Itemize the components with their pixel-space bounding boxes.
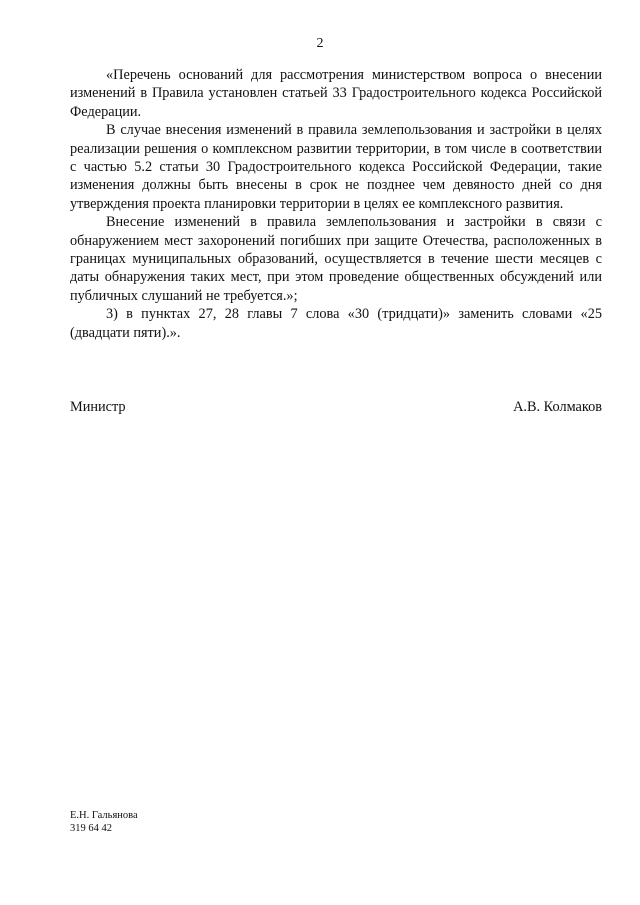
signature-block: [70, 398, 602, 416]
document-body: [70, 66, 602, 342]
signatory-position: Министр: [70, 399, 126, 415]
paragraph-complex-development: В случае внесения изменений в правила землепользования и застройки в целях реализации решения о комплексном развитии территории, в том числе в соответствии с частью 5.2 статьи 30 Градостроительного кодекса Российской Федерации, такие изменения должны быть внесены в срок не позднее чем девяносто дней со дня утверждения проекта планировки территории в целях ее комплексного развития.: [70, 122, 602, 212]
page-number: 2: [316, 36, 324, 51]
signatory-name: А.В. Колмаков: [513, 399, 602, 415]
executor-phone: 319 64 42: [70, 822, 112, 834]
paragraph-grounds-list: «Перечень оснований для рассмотрения министерством вопроса о внесении изменений в Правила установлен статьей 33 Градостроительного кодекса Российской Федерации.: [70, 67, 602, 120]
executor-block: [70, 810, 138, 835]
executor-name: Е.Н. Гальянова: [70, 810, 138, 821]
paragraph-burial-sites: Внесение изменений в правила землепользования и застройки в связи с обнаружением мест захоронений погибших при защите Отечества, расположенных в границах муниципальных образований, осуществляется в течение шести месяцев с даты обнаружения таких мест, при этом проведение общественных обсуждений или публичных слушаний не требуется.»;: [70, 214, 602, 304]
paragraph-item-3: 3) в пунктах 27, 28 главы 7 слова «30 (тридцати)» заменить словами «25 (двадцати пяти).».: [70, 306, 602, 341]
